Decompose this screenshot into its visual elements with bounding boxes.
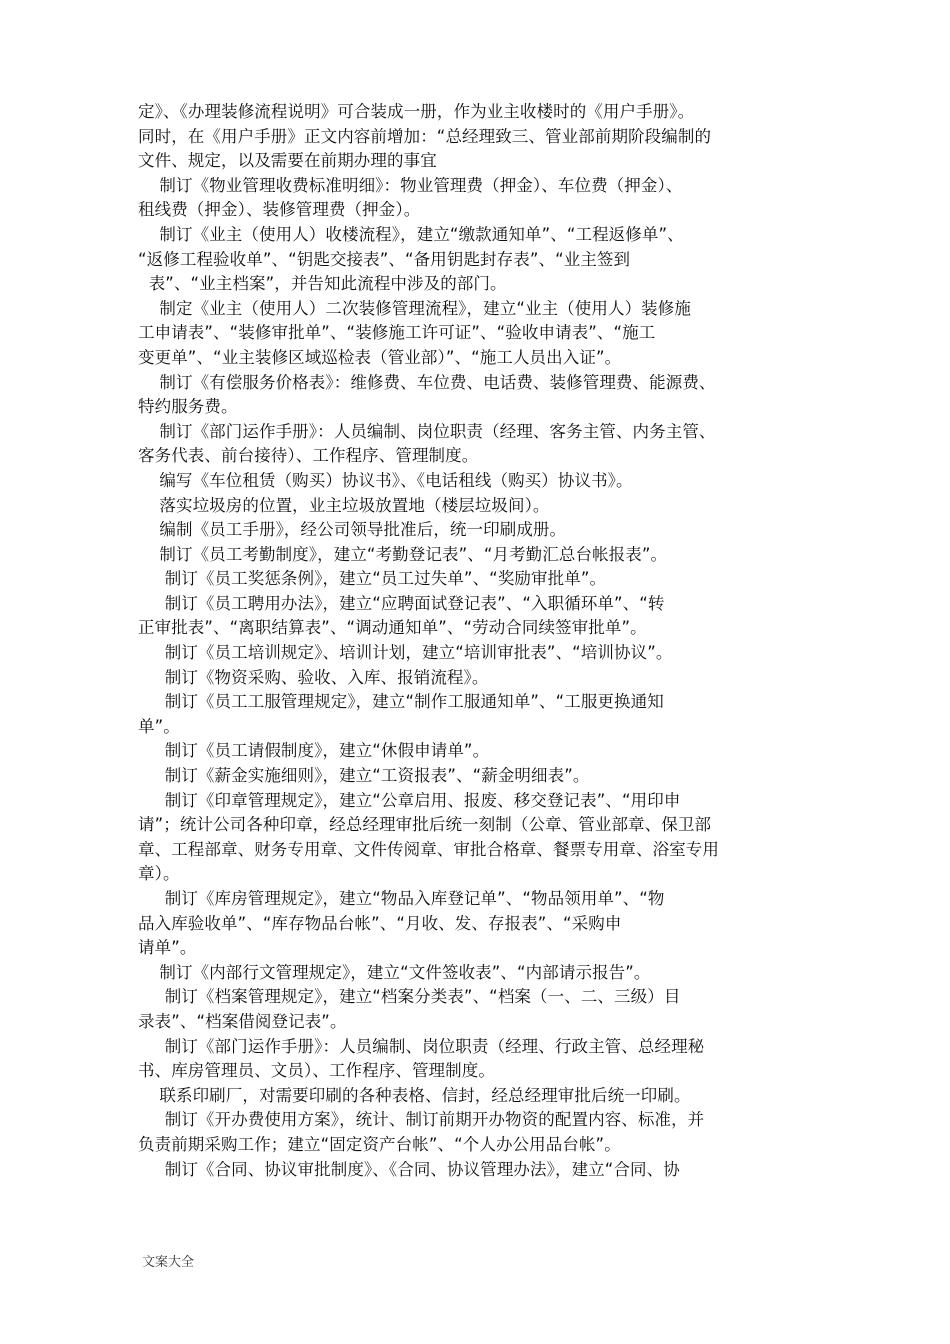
paragraph: [138, 469, 818, 494]
paragraph: [138, 100, 818, 174]
paragraph: [138, 789, 818, 887]
text-line: 客务代表、前台接待）、工作程序、管理制度。: [138, 446, 479, 466]
text-line: 请单”。: [138, 938, 197, 958]
text-line: 租线费（押金）、装修管理费（押金）。: [138, 200, 421, 220]
paragraph: [138, 1035, 818, 1084]
paragraph: [138, 592, 818, 641]
paragraph: [138, 494, 818, 519]
text-line: 录表”、“档案借阅登记表”。: [138, 1011, 347, 1031]
text-line: 制订《员工奖惩条例》，建立“员工过失单”、“奖励审批单”。: [138, 569, 607, 589]
text-line: 制订《物业管理收费标准明细》：物业管理费（押金）、车位费（押金）、: [138, 175, 683, 195]
text-line: 制订《员工工服管理规定》，建立“制作工服通知单”、“工服更换通知: [138, 692, 664, 712]
paragraph: [138, 567, 818, 592]
paragraph: [138, 518, 818, 543]
text-line: 工申请表”、“装修审批单”、“装修施工许可证”、“验收申请表”、“施工: [138, 323, 656, 343]
paragraph: [138, 887, 818, 961]
text-line: 变更单”、“业主装修区域巡检表（管业部）”、“施工人员出入证”。: [138, 347, 622, 367]
text-line: 定》、《办理装修流程说明》可合装成一册，作为业主收楼时的《用户手册》。: [138, 102, 695, 121]
text-line: 编制《员工手册》，经公司领导批准后，统一印刷成册。: [138, 520, 567, 540]
text-line: 文件、规定，以及需要在前期办理的事宜: [138, 151, 437, 171]
text-line: 制订《库房管理规定》，建立“物品入库登记单”、“物品领用单”、“物: [138, 889, 665, 908]
text-line: 编写《车位租赁（购买）协议书》、《电话租线（购买）协议书》。: [138, 470, 633, 490]
paragraph: [138, 1158, 818, 1183]
text-line: 制订《员工培训规定》、培训计划，建立“培训审批表”、“培训协议”。: [138, 643, 673, 663]
text-line: 同时，在《用户手册》正文内容前增加：“总经理致三、管业部前期阶段编制的: [138, 126, 712, 146]
text-line: 章）。: [138, 864, 180, 884]
text-line: 制订《员工考勤制度》，建立“考勤登记表”、“月考勤汇总台帐报表”。: [138, 544, 668, 564]
text-line: 正审批表”、“离职结算表”、“调动通知单”、“劳动合同续签审批单”。: [138, 618, 647, 638]
text-line: 品入库验收单”、“库存物品台帐”、“月收、发、存报表”、“采购申: [138, 913, 622, 933]
paragraph: [138, 641, 818, 666]
text-line: 制订《档案管理规定》，建立“档案分类表”、“档案（一、二、三级）目: [138, 987, 681, 1007]
text-line: 制订《开办费使用方案》，统计、制订前期开办物资的配置内容、标准，并: [138, 1110, 705, 1130]
text-line: 特约服务费。: [138, 397, 238, 417]
text-line: 单”。: [138, 716, 180, 736]
text-line: 制订《合同、协议审批制度》、《合同、协议管理办法》，建立“合同、协: [138, 1159, 680, 1179]
text-line: 制订《部门运作手册》：人员编制、岗位职责（经理、行政主管、总经理秘: [138, 1036, 705, 1056]
paragraph: [138, 371, 818, 420]
text-line: 表”、“业主档案”，并告知此流程中涉及的部门。: [138, 274, 507, 294]
text-line: 请”；统计公司各种印章，经总经理审批后统一刻制（公章、管业部章、保卫部: [138, 815, 712, 835]
text-line: 制订《业主（使用人）收楼流程》，建立“缴款通知单”、“工程返修单”、: [138, 224, 684, 244]
text-line: 负责前期采购工作；建立“固定资产台帐”、“个人办公用品台帐”。: [138, 1134, 621, 1154]
text-line: 书、库房管理员、文员）、工作程序、管理制度。: [138, 1061, 495, 1081]
paragraph: [138, 1108, 818, 1157]
paragraph: [138, 1084, 818, 1109]
paragraph: [138, 985, 818, 1034]
paragraph: [138, 764, 818, 789]
document-body: [138, 100, 818, 1182]
text-line: 落实垃圾房的位置，业主垃圾放置地（楼层垃圾间）。: [138, 495, 550, 515]
paragraph: [138, 223, 818, 297]
paragraph: [138, 739, 818, 764]
paragraph: [138, 543, 818, 568]
text-line: 制订《内部行文管理规定》，建立“文件签收表”、“内部请示报告”。: [138, 962, 651, 982]
paragraph: [138, 174, 818, 223]
page-footer: 文案大全: [142, 1255, 195, 1270]
text-line: 制定《业主（使用人）二次装修管理流程》，建立“业主（使用人）装修施: [138, 298, 691, 318]
text-line: 联系印刷厂，对需要印刷的各种表格、信封，经总经理审批后统一印刷。: [138, 1085, 691, 1105]
text-line: “返修工程验收单”、“钥匙交接表”、“备用钥匙封存表”、“业主签到: [138, 249, 631, 269]
text-line: 制订《员工聘用办法》，建立“应聘面试登记表”、“入职循环单”、“转: [138, 593, 665, 613]
text-line: 制订《薪金实施细则》，建立“工资报表”、“薪金明细表”。: [138, 766, 590, 786]
paragraph: [138, 690, 818, 739]
text-line: 制订《印章管理规定》，建立“公章启用、报废、移交登记表”、“用印申: [138, 790, 681, 810]
paragraph: [138, 666, 818, 691]
paragraph: [138, 297, 818, 371]
paragraph: [138, 961, 818, 986]
text-line: 制订《部门运作手册》：人员编制、岗位职责（经理、客务主管、内务主管、: [138, 421, 716, 441]
text-line: 章、工程部章、财务专用章、文件传阅章、审批合格章、餐票专用章、浴室专用: [138, 839, 719, 859]
text-line: 制订《物资采购、验收、入库、报销流程》。: [138, 667, 489, 687]
text-line: 制订《有偿服务价格表》：维修费、车位费、电话费、装修管理费、能源费、: [138, 372, 716, 392]
text-line: 制订《员工请假制度》，建立“休假申请单”。: [138, 741, 490, 761]
paragraph: [138, 420, 818, 469]
